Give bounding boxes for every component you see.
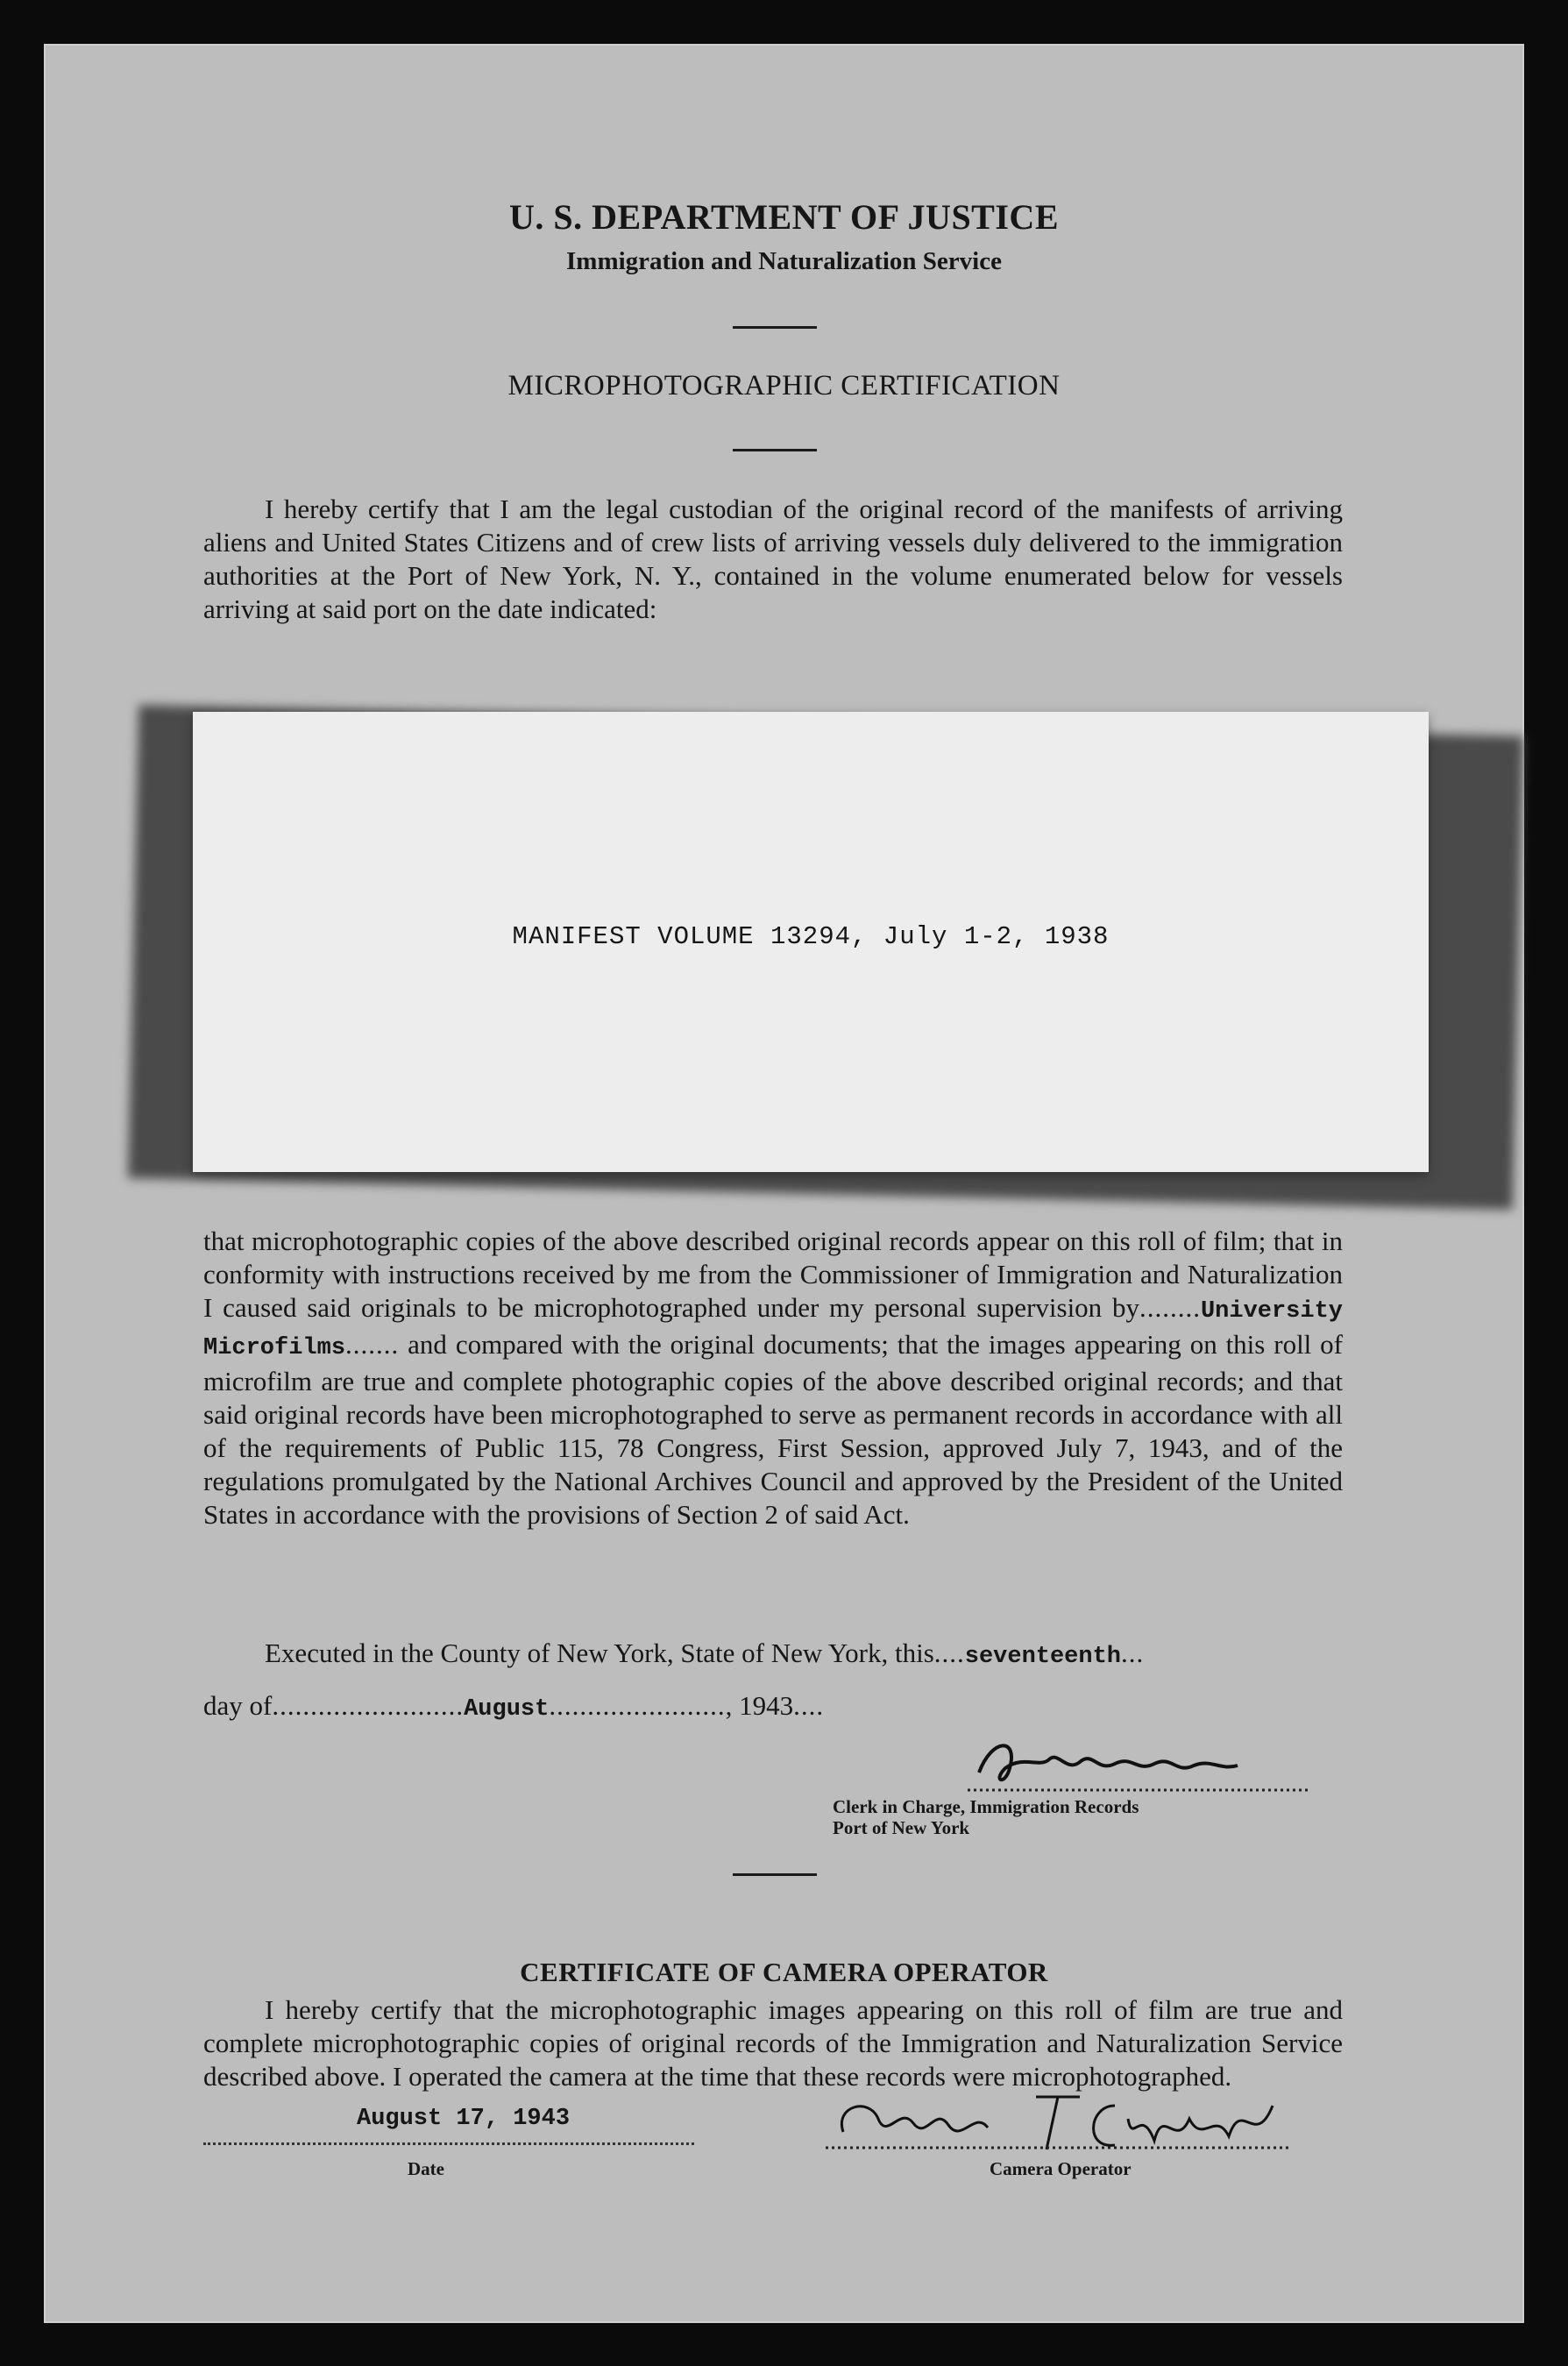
certificate-sheet [44, 44, 1524, 2323]
certification-title: MICROPHOTOGRAPHIC CERTIFICATION [507, 370, 1061, 401]
divider-rule [733, 449, 817, 451]
execution-prefix: Executed in the County of New York, State of New York, this [265, 1638, 934, 1668]
date-label: Date [408, 2158, 444, 2179]
clerk-title [833, 1796, 1139, 1838]
camera-operator-label: Camera Operator [990, 2158, 1132, 2179]
date-line [203, 2142, 694, 2145]
execution-month: August [464, 1696, 550, 1723]
camera-certificate-heading: CERTIFICATE OF CAMERA OPERATOR [520, 1957, 1048, 1987]
day-of-label: day of [203, 1690, 273, 1721]
clerk-title-line2: Port of New York [833, 1817, 970, 1838]
execution-paragraph: Executed in the County of New York, State of New York, this....seventeenth... day of.........................August......................., 1943.... [203, 1638, 1145, 1723]
manifest-card [193, 712, 1429, 1172]
clerk-title-line1: Clerk in Charge, Immigration Records [833, 1796, 1139, 1817]
microfilm-company: University Microfilms [203, 1298, 1343, 1361]
execution-day: seventeenth [964, 1644, 1121, 1670]
body-text-part1: that microphotographic copies of the above described original records appear on this roll of film; that in conformity with instructions received by me from the Commissioner of Immigration and Naturalization I caused said originals to be microphotographed under my personal supervision by [203, 1226, 1343, 1323]
camera-date: August 17, 1943 [357, 2106, 571, 2132]
divider-rule [733, 326, 817, 329]
body-text-part2: and compared with the original documents; that the images appearing on this roll of microfilm are true and complete photographic copies of the above described original records; and that said original records have been microphotographed to serve as permanent records in accordance with all of the requirements of Public 115, 78 Congress, First Session, approved July 7, 1943, and of the regulations promulgated by the National Archives Council and approved by the President of the United States in accordance with the provisions of Section 2 of said Act. [203, 1329, 1344, 1530]
camera-text: I hereby certify that the microphotographic images appearing on this roll of film are true and complete microphotographic copies of original records of the Immigration and Naturalization Service described above. I operated the camera at the time that these records were microphotographed. [203, 1994, 1343, 2092]
divider-rule [733, 1873, 817, 1876]
execution-year: , 1943 [725, 1690, 794, 1721]
department-heading: U. S. DEPARTMENT OF JUSTICE [509, 197, 1059, 237]
intro-paragraph [203, 493, 1343, 626]
manifest-volume-text: MANIFEST VOLUME 13294, July 1-2, 1938 [512, 922, 1110, 951]
service-subheading: Immigration and Naturalization Service [566, 247, 1002, 275]
intro-text: I hereby certify that I am the legal custodian of the original record of the manifests of arriving aliens and United States Citizens and of crew lists of arriving vessels duly delivered to the immigration authorities at the Port of New York, N. Y., contained in the volume enumerated below for vessels arriving at said port on the date indicated: [203, 494, 1343, 624]
body-paragraph: that microphotographic copies of the above described original records appear on this roll of film; that in conformity with instructions received by me from the Commissioner of Immigration and Naturalization I caused said originals to be microphotographed under my personal supervision by........University Microfilms....... and compared with the original documents; that the images appearing on this roll of microfilm are true and complete photographic copies of the above described original records; and that said original records have been microphotographed to serve as permanent records in accordance with all of the requirements of Public 115, 78 Congress, First Session, approved July 7, 1943, and of the regulations promulgated by the National Archives Council and approved by the President of the United States in accordance with the provisions of Section 2 of said Act. [203, 1226, 1344, 1530]
